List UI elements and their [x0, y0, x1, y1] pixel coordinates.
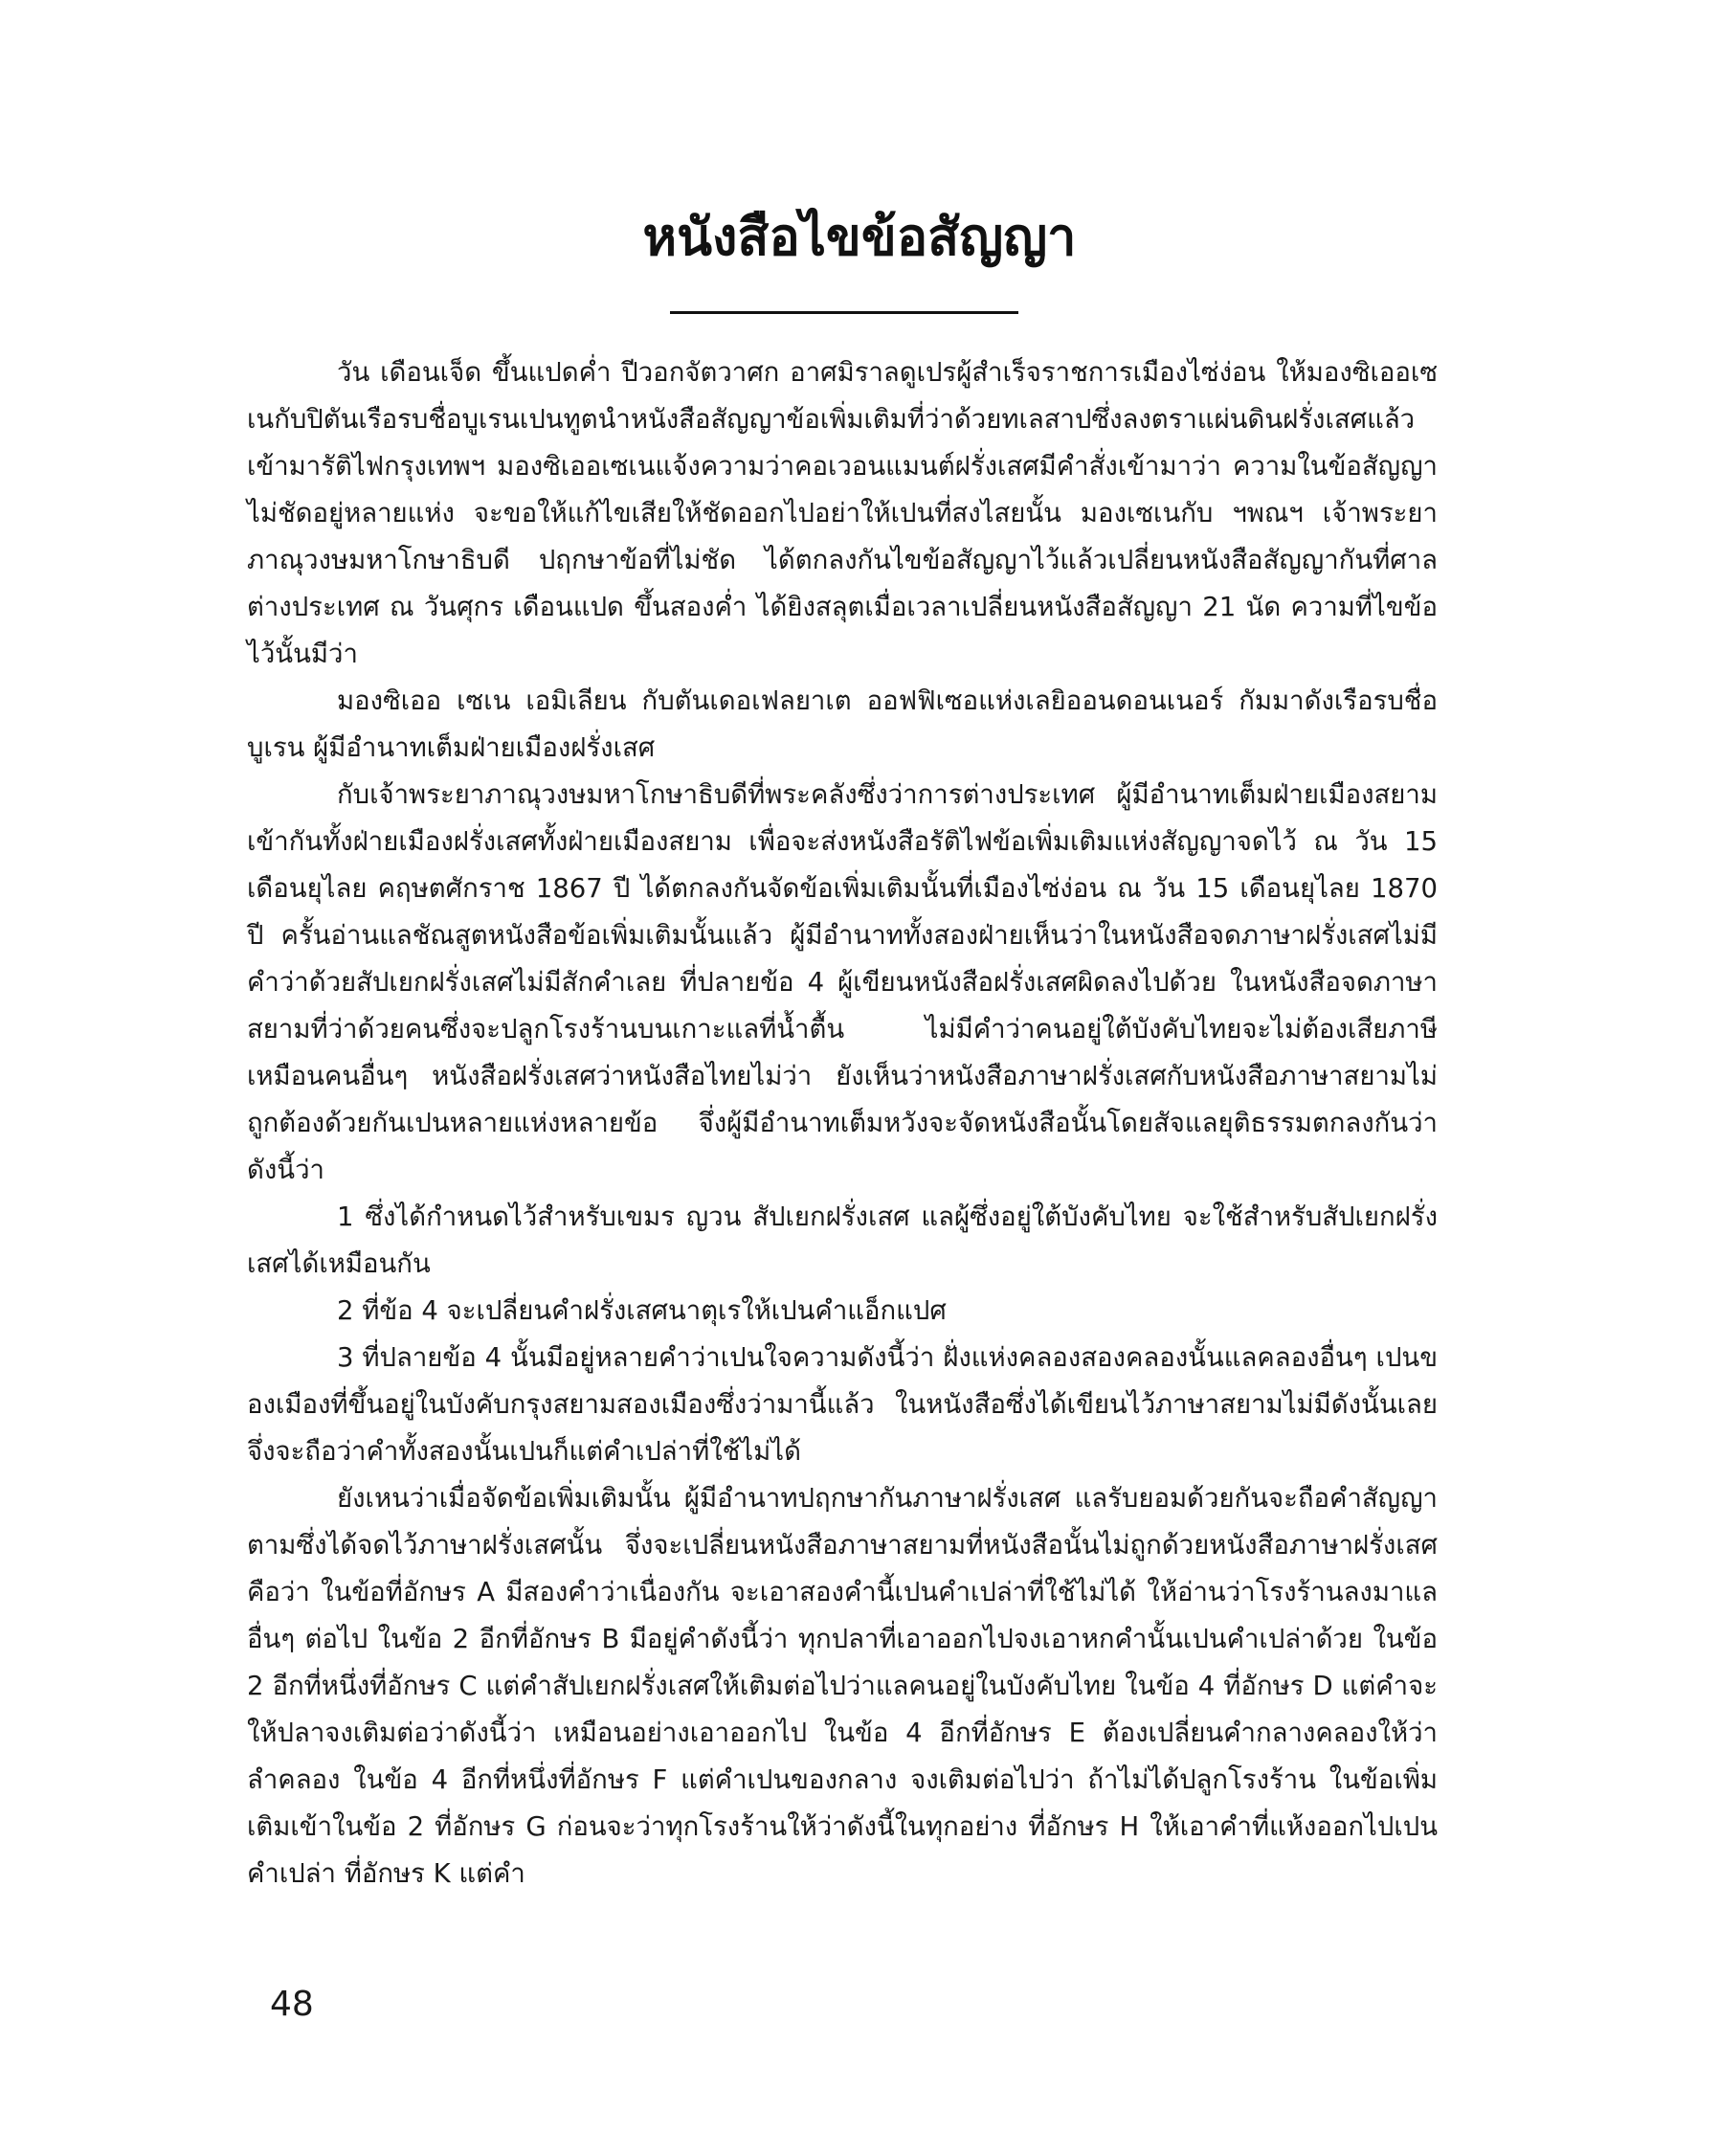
- body-text: [247, 349, 1438, 1898]
- paragraph: 3 ที่ปลายข้อ 4 นั้นมีอยู่หลายคำว่าเปนใจความดังนี้ว่า ฝั่งแห่งคลองสองคลองนั้นแลคลองอื่นๆ เปนของเมืองที่ขึ้นอยู่ในบังคับกรุงสยามสองเมืองซึ่งว่ามานี้แล้ว ในหนังสือซึ่งได้เขียนไว้ภาษาสยามไม่มีดังนั้นเลย จึ่งจะถือว่าคำทั้งสองนั้นเปนก็แต่คำเปล่าที่ใช้ไม่ได้: [247, 1342, 1438, 1467]
- paragraph: กับเจ้าพระยาภาณุวงษมหาโกษาธิบดีที่พระคลังซึ่งว่าการต่างประเทศ ผู้มีอำนาทเต็มฝ่ายเมืองสยาม เข้ากันทั้งฝ่ายเมืองฝรั่งเสศทั้งฝ่ายเมืองสยาม เพื่อจะส่งหนังสือรัติไฟข้อเพิ่มเติมแห่งสัญญาจดไว้ ณ วัน 15 เดือนยุไลย คฤษตศักราช 1867 ปี ได้ตกลงกันจัดข้อเพิ่มเติมนั้นที่เมืองไซ่ง่อน ณ วัน 15 เดือนยุไลย 1870 ปี ครั้นอ่านแลชัณสูตหนังสือข้อเพิ่มเติมนั้นแล้ว ผู้มีอำนาททั้งสองฝ่ายเห็นว่าในหนังสือจดภาษาฝรั่งเสศไม่มีคำว่าด้วยสัปเยกฝรั่งเสศไม่มีสักคำเลย ที่ปลายข้อ 4 ผู้เขียนหนังสือฝรั่งเสศผิดลงไปด้วย ในหนังสือจดภาษาสยามที่ว่าด้วยคนซึ่งจะปลูกโรงร้านบนเกาะแลที่น้ำตื้น ไม่มีคำว่าคนอยู่ใต้บังคับไทยจะไม่ต้องเสียภาษีเหมือนคนอื่นๆ หนังสือฝรั่งเสศว่าหนังสือไทยไม่ว่า ยังเห็นว่าหนังสือภาษาฝรั่งเสศกับหนังสือภาษาสยามไม่ถูกต้องด้วยกันเปนหลายแห่งหลายข้อ จึ่งผู้มีอำนาทเต็มหวังจะจัดหนังสือนั้นโดยสัจแลยุติธรรมตกลงกันว่าดังนี้ว่า: [247, 779, 1438, 1185]
- paragraph: วัน เดือนเจ็ด ขึ้นแปดค่ำ ปีวอกจัตวาศก อาศมิราลดูเปรผู้สำเร็จราชการเมืองไซ่ง่อน ให้มองซิเออเซเนกับปิตันเรือรบชื่อบูเรนเปนทูตนำหนังสือสัญญาข้อเพิ่มเติมที่ว่าด้วยทเลสาปซึ่งลงตราแผ่นดินฝรั่งเสศแล้ว เข้ามารัติไฟกรุงเทพฯ มองซิเออเซเนแจ้งความว่าคอเวอนแมนต์ฝรั่งเสศมีคำสั่งเข้ามาว่า ความในข้อสัญญาไม่ชัดอยู่หลายแห่ง จะขอให้แก้ไขเสียให้ชัดออกไปอย่าให้เปนที่สงไสยนั้น มองเซเนกับ ฯพณฯ เจ้าพระยาภาณุวงษมหาโกษาธิบดี ปฤกษาข้อที่ไม่ชัด ได้ตกลงกันไขข้อสัญญาไว้แล้วเปลี่ยนหนังสือสัญญากันที่ศาลต่างประเทศ ณ วันศุกร เดือนแปด ขึ้นสองค่ำ ได้ยิงสลุตเมื่อเวลาเปลี่ยนหนังสือสัญญา 21 นัด ความที่ไขข้อไว้นั้นมีว่า: [247, 357, 1438, 669]
- paragraph: 2 ที่ข้อ 4 จะเปลี่ยนคำฝรั่งเสศนาตุเรให้เปนคำแอ็กแปศ: [337, 1295, 947, 1326]
- paragraph: ยังเหนว่าเมื่อจัดข้อเพิ่มเติมนั้น ผู้มีอำนาทปฤกษากันภาษาฝรั่งเสศ แลรับยอมด้วยกันจะถือคำสัญญาตามซึ่งได้จดไว้ภาษาฝรั่งเสศนั้น จึ่งจะเปลี่ยนหนังสือภาษาสยามที่หนังสือนั้นไม่ถูกด้วยหนังสือภาษาฝรั่งเสศคือว่า ในข้อที่อักษร A มีสองคำว่าเนื่องกัน จะเอาสองคำนี้เปนคำเปล่าที่ใช้ไม่ได้ ให้อ่านว่าโรงร้านลงมาแลอื่นๆ ต่อไป ในข้อ 2 อีกที่อักษร B มีอยู่คำดังนี้ว่า ทุกปลาที่เอาออกไปจงเอาหกคำนั้นเปนคำเปล่าด้วย ในข้อ 2 อีกที่หนึ่งที่อักษร C แต่คำสัปเยกฝรั่งเสศให้เติมต่อไปว่าแลคนอยู่ในบังคับไทย ในข้อ 4 ที่อักษร D แต่คำจะให้ปลาจงเติมต่อว่าดังนี้ว่า เหมือนอย่างเอาออกไป ในข้อ 4 อีกที่อักษร E ต้องเปลี่ยนคำกลางคลองให้ว่าลำคลอง ในข้อ 4 อีกที่หนึ่งที่อักษร F แต่คำเปนของกลาง จงเติมต่อไปว่า ถ้าไม่ได้ปลูกโรงร้าน ในข้อเพิ่มเติมเข้าในข้อ 2 ที่อักษร G ก่อนจะว่าทุกโรงร้านให้ว่าดังนี้ในทุกอย่าง ที่อักษร H ให้เอาคำที่แห้งออกไปเปนคำเปล่า ที่อักษร K แต่คำ: [247, 1483, 1438, 1889]
- title-underline: [670, 311, 1018, 314]
- paragraph: มองซิเออ เซเน เอมิเลียน กับตันเดอเฟลยาเต ออฟฟิเซอแห่งเลยิออนดอนเนอร์ กัมมาดังเรือรบชื่อ บูเรน ผู้มีอำนาทเต็มฝ่ายเมืองฝรั่งเสศ: [247, 685, 1438, 763]
- page-number: 48: [270, 1985, 314, 2024]
- paragraph: 1 ซึ่งได้กำหนดไว้สำหรับเขมร ญวน สัปเยกฝรั่งเสศ แลผู้ซึ่งอยู่ใต้บังคับไทย จะใช้สำหรับสัปเยกฝรั่งเสศได้เหมือนกัน: [247, 1202, 1438, 1279]
- page-title: หนังสือไขข้อสัญญา: [642, 206, 1077, 267]
